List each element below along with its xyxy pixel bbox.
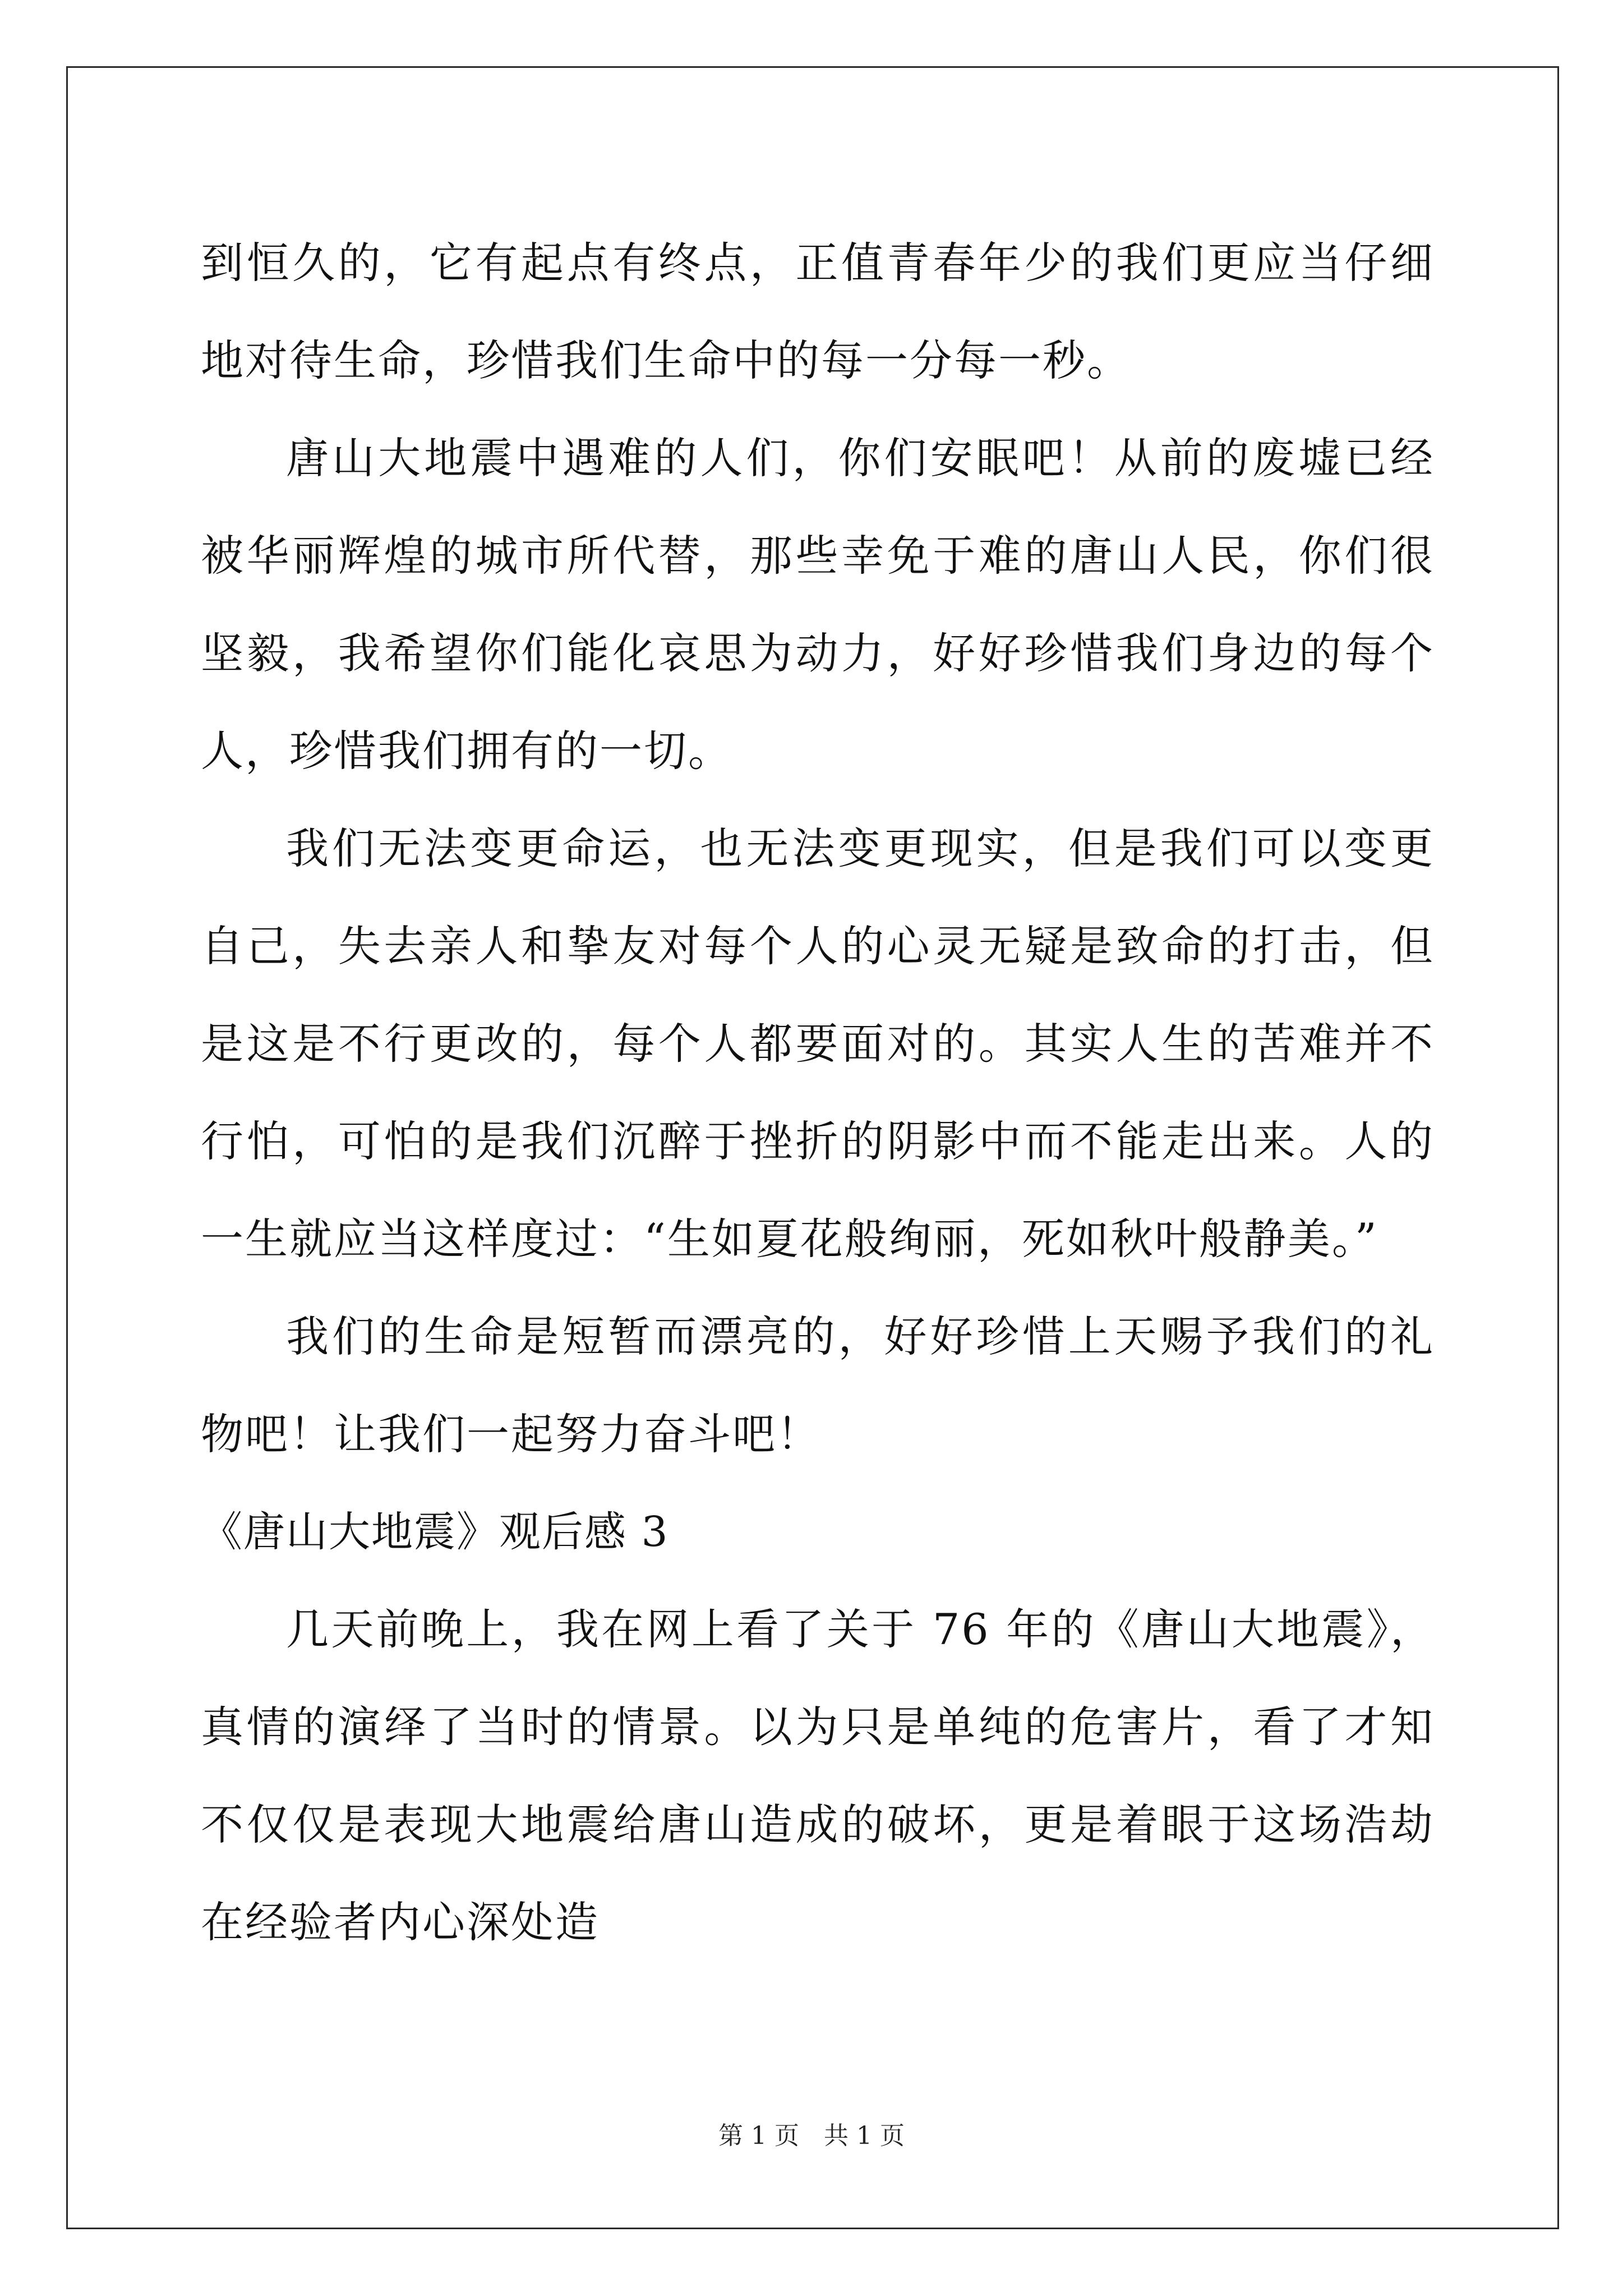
paragraph-tribute: 唐山大地震中遇难的人们，你们安眠吧！从前的废墟已经被华丽辉煌的城市所代替，那些幸免于难的唐山人民，你们很坚毅，我希望你们能化哀思为动力，好好珍惜我们身边的每个人，珍惜我们拥有的一切。 (201, 433, 1435, 776)
paragraph-continuation: 到恒久的，它有起点有终点，正值青春年少的我们更应当仔细地对待生命，珍惜我们生命中的每一分每一秒。 (201, 238, 1435, 385)
paragraph-essay-3-intro: 几天前晚上，我在网上看了关于 76 年的《唐山大地震》，真情的演绎了当时的情景。以为只是单纯的危害片，看了才知不仅仅是表现大地震给唐山造成的破坏，更是着眼于这场浩劫在经验者内心深处造 (201, 1604, 1435, 1947)
page-total: 共 1 页 (824, 2122, 905, 2150)
paragraph-fate: 我们无法变更命运，也无法变更现实，但是我们可以变更自己，失去亲人和挚友对每个人的心灵无疑是致命的打击，但是这是不行更改的，每个人都要面对的。其实人生的苦难并不行怕，可怕的是我们沉醉于挫折的阴影中而不能走出来。人的一生就应当这样度过：“生如夏花般绚丽，死如秋叶般静美。” (201, 823, 1435, 1264)
page-number: 第 1 页 (718, 2122, 799, 2150)
paragraph-closing: 我们的生命是短暂而漂亮的，好好珍惜上天赐予我们的礼物吧！让我们一起努力奋斗吧！ (201, 1312, 1435, 1459)
document-body (201, 214, 1435, 1971)
page-footer (0, 2119, 1623, 2153)
section-heading: 《唐山大地震》观后感 3 (201, 1508, 669, 1556)
